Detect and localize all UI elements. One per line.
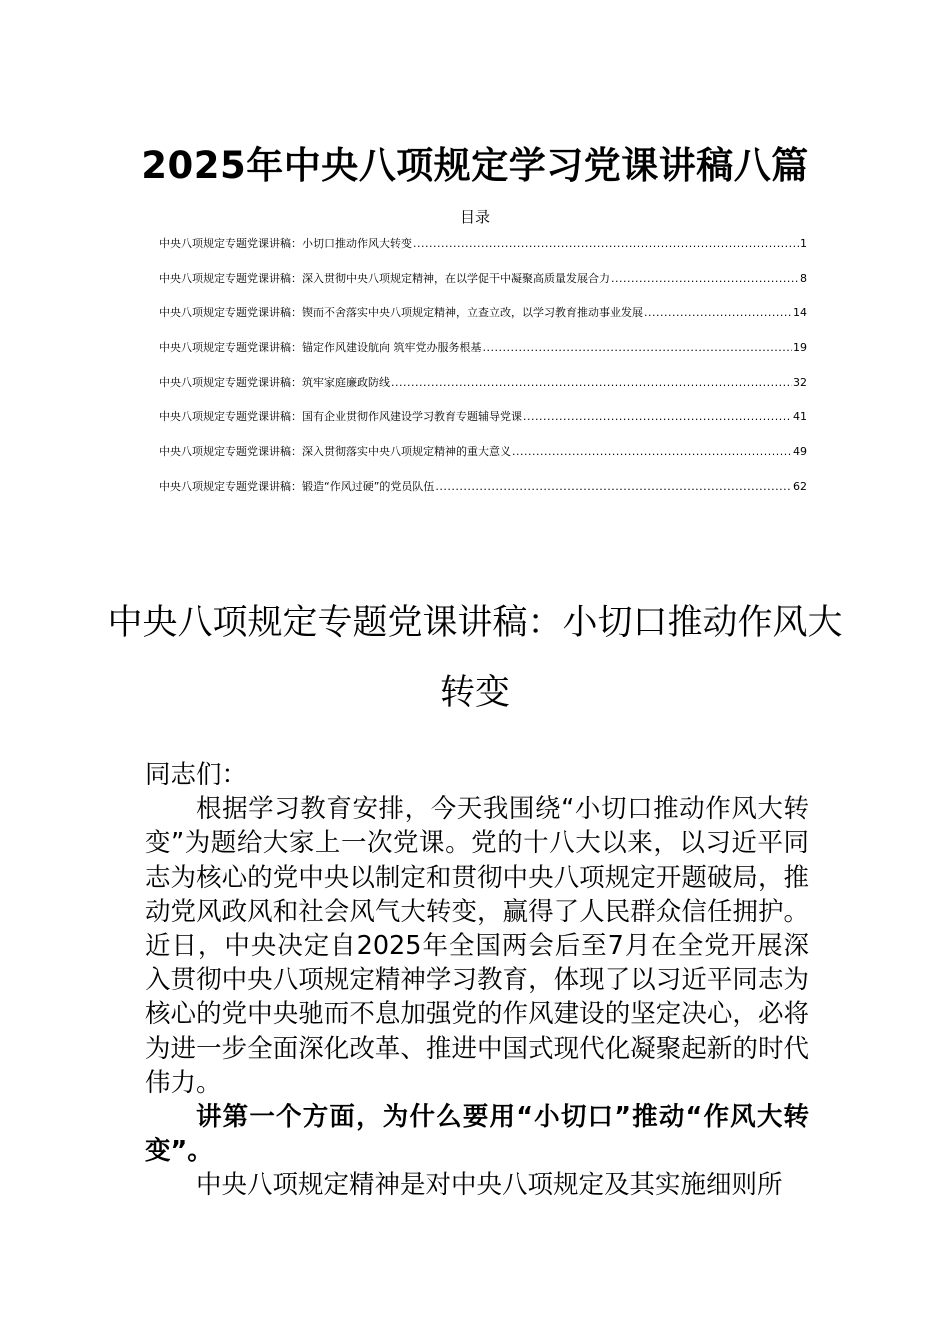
toc-entry-text: 中央八项规定专题党课讲稿：国有企业贯彻作风建设学习教育专题辅导党课 — [159, 410, 522, 424]
toc-entry-page: 32 — [793, 375, 807, 389]
toc-entry-text: 中央八项规定专题党课讲稿：深入贯彻中央八项规定精神，在以学促干中凝聚高质量发展合力 — [159, 271, 610, 285]
toc-entry[interactable] — [159, 271, 807, 306]
toc-entry[interactable] — [159, 375, 807, 410]
toc-entry[interactable] — [159, 305, 807, 340]
salutation: 同志们： — [145, 760, 248, 790]
toc-leader-dots — [512, 444, 792, 460]
toc-leader-dots — [644, 305, 792, 321]
toc-entry-page: 62 — [793, 479, 807, 493]
toc-entry-text: 中央八项规定专题党课讲稿：深入贯彻落实中央八项规定精神的重大意义 — [159, 445, 511, 459]
toc-leader-dots — [435, 479, 792, 495]
toc-entry-page: 1 — [800, 237, 807, 250]
toc-entry-text: 中央八项规定专题党课讲稿：锲而不舍落实中央八项规定精神，立查立改，以学习教育推动事业发展 — [159, 306, 643, 320]
document-title: 2025年中央八项规定学习党课讲稿八篇 — [141, 144, 809, 187]
paragraph: 中央八项规定精神是对中央八项规定及其实施细则所 — [196, 1170, 783, 1201]
toc-leader-dots — [483, 340, 793, 356]
toc-entry-text: 中央八项规定专题党课讲稿：小切口推动作风大转变 — [159, 237, 412, 250]
toc-entry-page: 8 — [800, 271, 807, 285]
toc-leader-dots — [611, 271, 799, 287]
table-of-contents — [159, 236, 807, 514]
toc-entry[interactable] — [159, 409, 807, 444]
toc-entry-page: 14 — [793, 306, 807, 320]
section-title: 中央八项规定专题党课讲稿：小切口推动作风大转变 — [107, 603, 843, 713]
toc-entry-page: 49 — [793, 445, 807, 459]
toc-entry[interactable] — [159, 479, 807, 514]
section-heading-paragraph: 讲第一个方面，为什么要用“小切口”推动“作风大转变”。 — [145, 1102, 809, 1167]
toc-entry-text: 中央八项规定专题党课讲稿：筑牢家庭廉政防线 — [159, 375, 390, 389]
toc-entry-text: 中央八项规定专题党课讲稿：锚定作风建设航向 筑牢党办服务根基 — [159, 341, 482, 355]
toc-entry[interactable] — [159, 444, 807, 479]
toc-entry[interactable] — [159, 236, 807, 271]
toc-entry-page: 41 — [793, 410, 807, 424]
toc-entry-page: 19 — [793, 341, 807, 355]
toc-leader-dots — [413, 236, 799, 252]
toc-entry-text: 中央八项规定专题党课讲稿：锻造“作风过硬”的党员队伍 — [159, 479, 435, 493]
toc-leader-dots — [391, 375, 792, 391]
body-text — [145, 758, 809, 1203]
toc-heading: 目录 — [459, 208, 490, 226]
toc-leader-dots — [523, 409, 792, 425]
toc-entry[interactable] — [159, 340, 807, 375]
paragraph: 根据学习教育安排，今天我围绕“小切口推动作风大转变”为题给大家上一次党课。党的十八大以来，以习近平同志为核心的党中央以制定和贯彻中央八项规定开题破局，推动党风政风和社会风气大转变，赢得了人民群众信任拥护。近日，中央决定自2025年全国两会后至7月在全党开展深入贯彻中央八项规定精神学习教育，体现了以习近平同志为核心的党中央驰而不息加强党的作风建设的坚定决心，必将为进一步全面深化改革、推进中国式现代化凝聚起新的时代伟力。 — [145, 794, 809, 1098]
